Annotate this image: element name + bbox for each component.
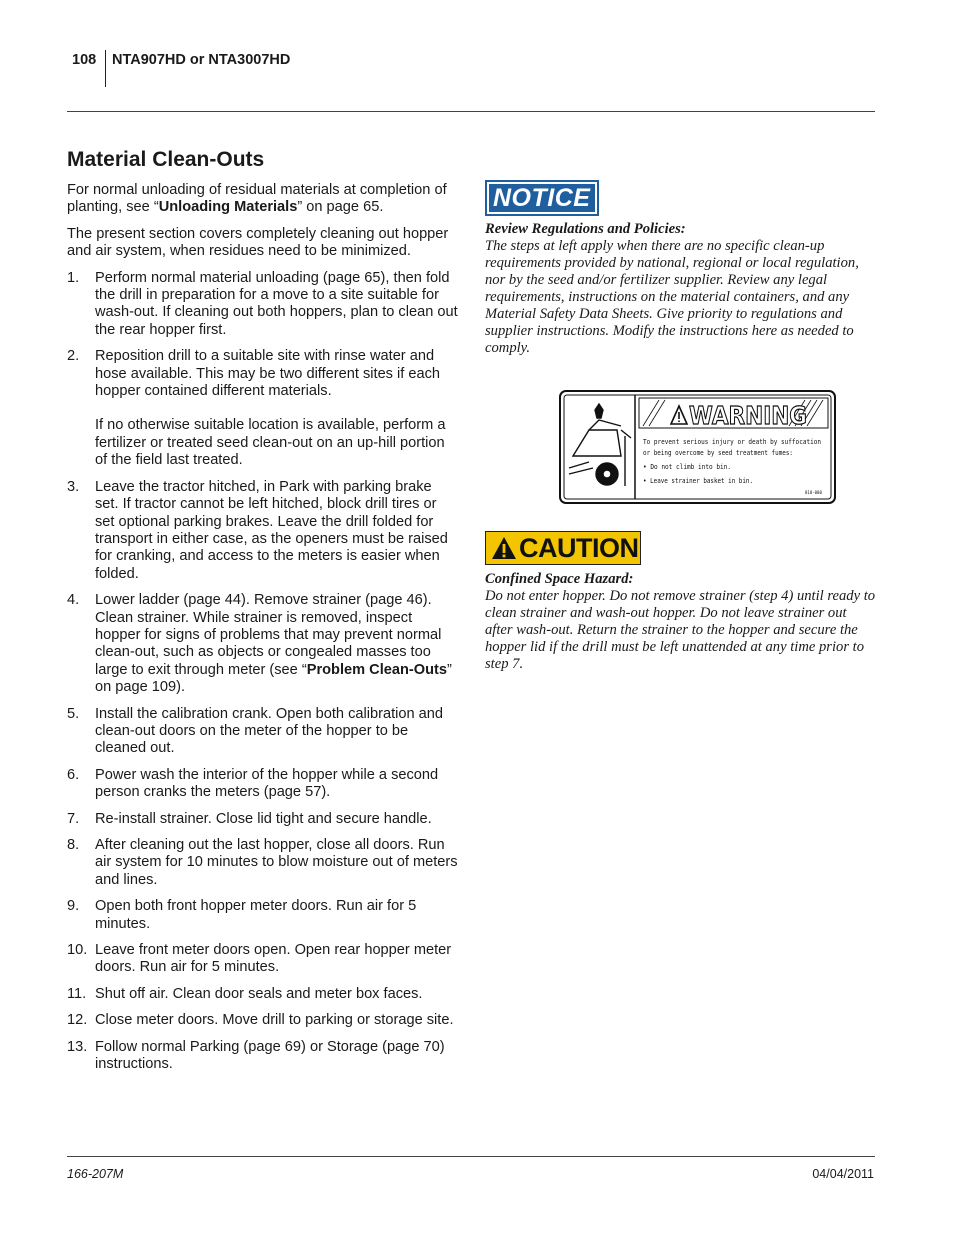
step-text: Re-install strainer. Close lid tight and secure handle. — [95, 810, 432, 827]
step-text: Follow normal Parking (page 69) or Storage (page 70) instructions. — [95, 1038, 445, 1073]
step-number: 5. — [67, 705, 80, 722]
step-text: After cleaning out the last hopper, close all doors. Run air system for 10 minutes to blow moisture out of meters and lines. — [95, 837, 458, 888]
decal-bullet-2: • Leave strainer basket in bin. — [643, 477, 753, 485]
left-column — [67, 148, 459, 1082]
warning-triangle-icon — [491, 535, 517, 561]
caution-block — [485, 571, 877, 673]
step-subparagraph: If no otherwise suitable location is available, perform a fertilizer or treated seed clean-out on an up-hill portion of the field last treated. — [95, 417, 446, 469]
intro-paragraph-1 — [67, 182, 459, 217]
step-text: Reposition drill to a suitable site with rinse water and hose available. This may be two different sites if each hopper contained different materials. — [95, 348, 441, 400]
step-number: 12. — [67, 1012, 88, 1029]
step-item — [67, 706, 459, 758]
caution-heading: Confined Space Hazard: — [485, 571, 634, 587]
step-text: Lower ladder (page 44). Remove strainer (page 46). Clean strainer. While strainer is removed, inspect hopper for signs of problems that may prevent normal clean-out, such as objects or congealed masses too large to exit through meter (see “ — [95, 592, 442, 678]
warning-decal — [559, 390, 836, 504]
document-title: NTA907HD or NTA3007HD — [112, 52, 291, 68]
notice-block — [485, 180, 875, 357]
step-text: Leave front meter doors open. Open rear hopper meter doors. Run air for 5 minutes. — [95, 942, 452, 976]
section-title: Material Clean-Outs — [67, 148, 265, 171]
step-item — [67, 811, 459, 828]
step-text: Close meter doors. Move drill to parking or storage site. — [95, 1012, 454, 1029]
notice-body: The steps at left apply when there are no specific clean-up requirements provided by national, regional or local regulation, nor by the seed and/or fertilizer supplier. Review any legal requirements, instructions on the material containers, and any Material Safety Data Sheets. Give priority to regulations and supplier instructions. Modify the instructions here as needed to comply. — [485, 238, 859, 356]
step-item — [67, 1039, 459, 1074]
caution-label: CAUTION — [519, 532, 639, 563]
header-divider — [105, 50, 106, 87]
step-number: 4. — [67, 592, 80, 609]
step-item — [67, 986, 459, 1003]
footer-date: 04/04/2011 — [812, 1167, 874, 1181]
step-item — [67, 348, 459, 469]
step-number: 8. — [67, 837, 80, 853]
decal-part-number: 818-000 — [805, 490, 822, 495]
decal-line-1: To prevent serious injury or death by suffocation — [643, 438, 821, 446]
step-number: 1. — [67, 269, 80, 286]
step-item — [67, 837, 459, 889]
step-item — [67, 479, 459, 583]
intro-paragraph-2: The present section covers completely cleaning out hopper and air system, when residues need to be minimized. — [67, 225, 449, 260]
step-number: 6. — [67, 766, 80, 783]
intro-text-end: ” on page 65. — [297, 199, 384, 216]
unloading-materials-reference: Unloading Materials — [158, 199, 298, 216]
step-text: Perform normal material unloading (page 65), then fold the drill in preparation for a move to a site suitable for wash-out. If cleaning out both hoppers, plan to clean out the rear hopper first. — [95, 269, 458, 338]
step-text: Power wash the interior of the hopper while a second person cranks the meters (page 57). — [95, 766, 439, 801]
step-number: 10. — [67, 942, 88, 959]
step-text-end: ” on page 109). — [95, 661, 452, 696]
caution-badge — [485, 531, 641, 565]
decal-bullet-1: • Do not climb into bin. — [643, 463, 731, 471]
step-text: Leave the tractor hitched, in Park with parking brake set. If tractor cannot be left hitched, block drill tires or set optional parking brakes. Leave the drill folded for transport in either case, as the openers must be raised for cranking, and access to the meters is easier when folded. — [95, 478, 448, 582]
step-item — [67, 1012, 459, 1029]
page-number: 108 — [72, 52, 97, 68]
step-text: Shut off air. Clean door seals and meter box faces. — [95, 985, 423, 1002]
notice-heading: Review Regulations and Policies: — [485, 221, 686, 237]
step-item — [67, 942, 459, 977]
intro-text: For normal unloading of residual materials at completion of planting, see “ — [67, 182, 447, 216]
step-number: 11. — [67, 985, 87, 1002]
footer-rule — [67, 1156, 875, 1157]
step-text: Open both front hopper meter doors. Run air for 5 minutes. — [95, 898, 417, 932]
step-number: 2. — [67, 348, 80, 365]
step-number: 7. — [67, 810, 80, 827]
header-rule — [67, 111, 875, 112]
step-item — [67, 767, 459, 802]
step-number: 13. — [67, 1038, 88, 1055]
notice-badge — [485, 180, 599, 216]
caution-body: Do not enter hopper. Do not remove strainer (step 4) until ready to clean strainer and wash-out hopper. Do not leave strainer out after wash-out. Return the strainer to the hopper and secure the hopper lid if the drill must be left unattended at any time prior to step 7. — [485, 588, 876, 672]
problem-cleanouts-reference: Problem Clean-Outs — [306, 661, 448, 678]
step-number: 3. — [67, 478, 80, 495]
decal-title: WARNING — [689, 401, 807, 430]
step-item — [67, 270, 459, 340]
notice-label: NOTICE — [487, 182, 597, 214]
step-text: Install the calibration crank. Open both calibration and clean-out doors on the meter of the hopper to be cleaned out. — [95, 705, 444, 757]
footer-doc-id: 166-207M — [67, 1167, 124, 1181]
step-number: 9. — [67, 898, 80, 915]
step-item — [67, 898, 459, 933]
decal-line-2: or being overcome by seed treatment fumes: — [643, 449, 793, 457]
step-item — [67, 592, 459, 696]
